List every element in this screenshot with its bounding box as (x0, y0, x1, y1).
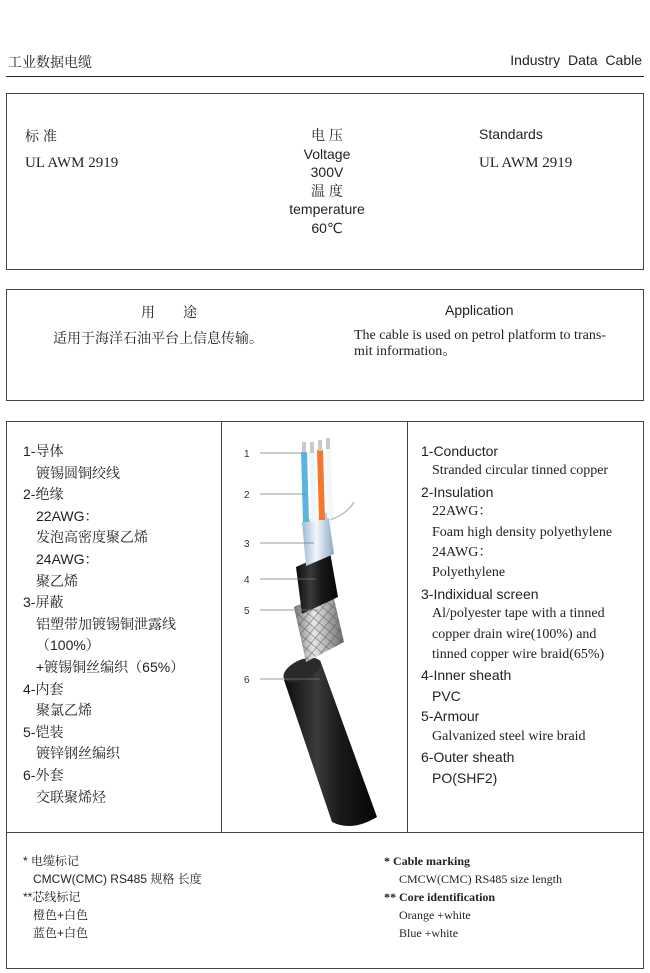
standard-value-en: UL AWM 2919 (479, 155, 573, 171)
temperature-label-cn: 温 度 (311, 182, 343, 199)
standards-panel (6, 93, 644, 270)
conductor-tip (310, 442, 314, 453)
en-item-inner-sheath: 4-Inner sheath (421, 667, 512, 684)
cn-item-screen: 3-屏蔽 (23, 594, 64, 611)
application-panel (6, 289, 644, 401)
cn-item-screen-desc: （100%） (36, 637, 100, 654)
cn-item-insulation-desc: 聚乙烯 (36, 572, 78, 589)
cn-item-inner-sheath: 4-内套 (23, 680, 64, 697)
callout-6: 6 (244, 675, 250, 686)
callout-3: 3 (244, 539, 250, 550)
cn-item-insulation-desc: 22AWG： (36, 507, 99, 524)
core-orange (320, 450, 322, 520)
callout-5: 5 (244, 606, 250, 617)
divider-notes (7, 832, 643, 833)
structure-list-cn (23, 441, 184, 808)
note-cable-marking-value-cn: CMCW(CMC) RS485 规格 长度 (33, 872, 202, 886)
en-item-screen-desc: copper drain wire(100%) and (432, 626, 597, 642)
outer-sheath-shape (284, 660, 377, 826)
core-white-1 (312, 452, 314, 522)
application-title-en: Application (445, 302, 514, 318)
notes-en (384, 852, 562, 942)
en-item-armour-desc: Galvanized steel wire braid (432, 728, 586, 744)
core-blue (304, 452, 306, 522)
voltage-label-en: Voltage (303, 145, 351, 162)
cn-item-conductor: 1-导体 (23, 443, 64, 459)
notes-cn (23, 852, 202, 942)
en-item-insulation-desc: 24AWG： (432, 545, 493, 561)
en-item-insulation-desc: 22AWG： (432, 504, 493, 520)
standard-label-en: Standards (479, 126, 543, 142)
cn-item-insulation-desc: 发泡高密度聚乙烯 (36, 529, 148, 546)
cn-item-outer-sheath-desc: 交联聚烯烃 (36, 788, 106, 805)
note-core-id-title-cn: **芯线标记 (23, 890, 81, 904)
voltage-temperature-block (247, 126, 407, 237)
en-item-insulation: 2-Insulation (421, 483, 494, 500)
note-core-id-1-en: Orange +white (399, 908, 471, 922)
header-title-en: Industry Data Cable (510, 52, 642, 68)
cn-item-inner-sheath-desc: 聚氯乙烯 (36, 702, 92, 719)
en-item-outer-sheath-desc: PO(SHF2) (432, 769, 498, 786)
en-item-screen: 3-Indixidual screen (421, 585, 539, 602)
application-text-en-line2: mit information。 (354, 344, 457, 359)
cn-item-screen-desc: 铝塑带加镀锡铜泄露线 (36, 615, 176, 632)
structure-list-en (421, 441, 612, 788)
application-text-en-line1: The cable is used on petrol platform to trans- (354, 328, 606, 343)
en-item-conductor-desc: Stranded circular tinned copper (432, 463, 609, 479)
standard-label-cn: 标 准 (25, 128, 57, 144)
voltage-value: 300V (310, 164, 344, 180)
application-text-en (354, 328, 606, 360)
callout-4: 4 (244, 575, 250, 586)
cn-item-outer-sheath: 6-外套 (23, 766, 64, 783)
en-item-inner-sheath-desc: PVC (432, 687, 461, 704)
conductor-tip (318, 440, 322, 451)
voltage-label-cn: 电 压 (311, 127, 343, 143)
en-item-insulation-desc: Polyethylene (432, 565, 506, 581)
header-title-cn: 工业数据电缆 (8, 54, 92, 70)
core-white-2 (328, 448, 330, 518)
divider-right (407, 422, 408, 832)
header-rule (6, 76, 644, 77)
note-core-id-title-en: ** Core identification (384, 890, 496, 904)
application-text-cn: 适用于海洋石油平台上信息传输。 (53, 330, 263, 346)
cn-item-armour-desc: 镀锌钢丝编织 (36, 745, 120, 762)
note-cable-marking-title-cn: * 电缆标记 (23, 854, 80, 868)
en-item-armour: 5-Armour (421, 708, 480, 725)
cn-item-insulation: 2-绝缘 (23, 486, 64, 503)
cn-item-conductor-desc: 镀锡圆铜绞线 (36, 464, 120, 481)
conductor-tip (326, 438, 330, 449)
structure-panel (6, 421, 644, 969)
temperature-value: 60℃ (311, 219, 343, 236)
note-core-id-1-cn: 橙色+白色 (33, 908, 89, 922)
drain-wire (330, 502, 354, 520)
callout-2: 2 (244, 490, 250, 501)
en-item-conductor: 1-Conductor (421, 443, 499, 459)
en-item-outer-sheath: 6-Outer sheath (421, 749, 515, 766)
en-item-screen-desc: tinned copper wire braid(65%) (432, 647, 605, 663)
temperature-label-en: temperature (289, 201, 365, 217)
cn-item-armour: 5-铠装 (23, 723, 64, 740)
note-cable-marking-value-en: CMCW(CMC) RS485 size length (399, 872, 563, 886)
en-item-screen-desc: Al/polyester tape with a tinned (432, 606, 605, 622)
conductor-tip (302, 442, 306, 453)
note-core-id-2-en: Blue +white (399, 926, 459, 940)
cn-item-insulation-desc: 24AWG： (36, 550, 99, 567)
en-item-insulation-desc: Foam high density polyethylene (432, 524, 613, 540)
note-cable-marking-title-en: * Cable marking (384, 854, 471, 868)
cn-item-screen-desc: +镀锡铜丝编织（65%） (36, 658, 185, 675)
application-title-cn: 用 途 (141, 304, 197, 320)
cable-cross-section-illustration (222, 422, 407, 832)
note-core-id-2-cn: 蓝色+白色 (33, 926, 89, 940)
callout-1: 1 (244, 449, 250, 460)
standard-value-cn: UL AWM 2919 (25, 155, 119, 171)
